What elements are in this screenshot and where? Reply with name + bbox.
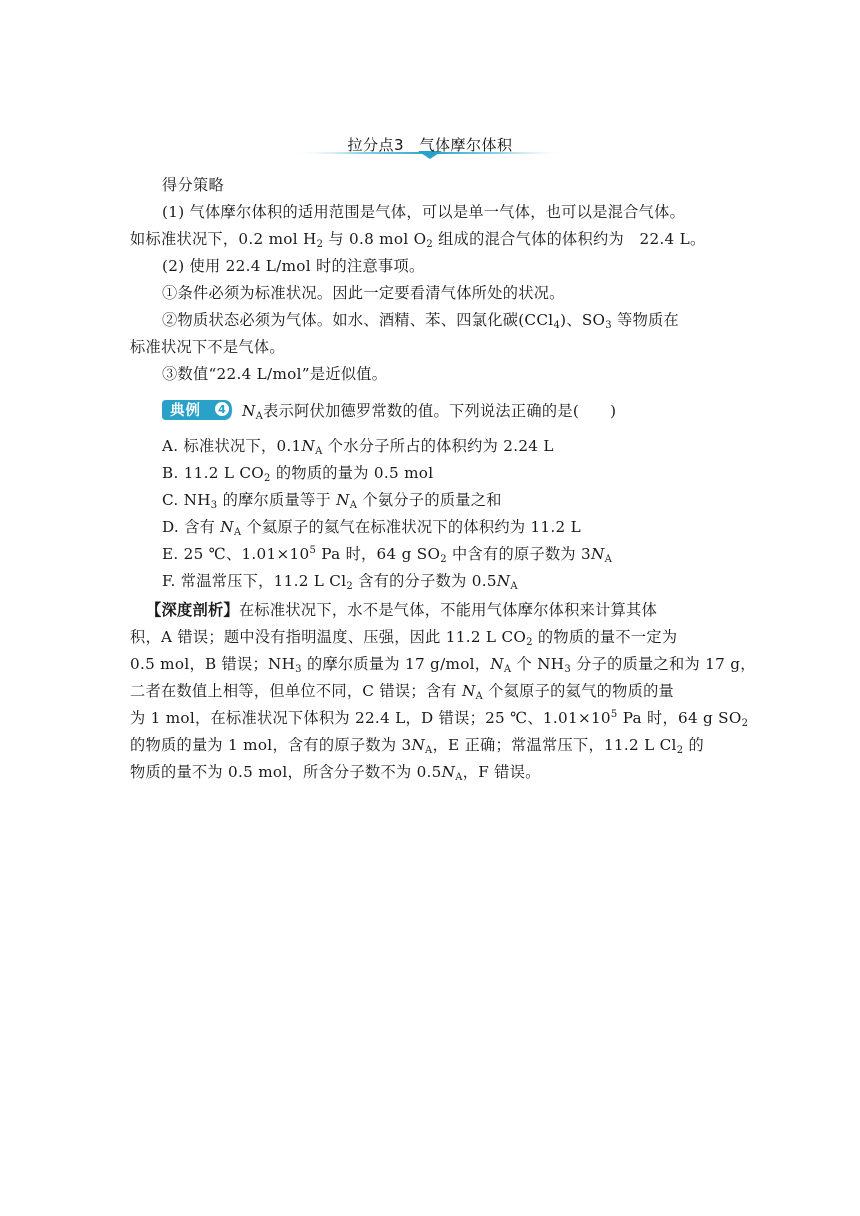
strategy-item-2-cont: 标准状况下不是气体。	[130, 338, 285, 356]
example-badge	[162, 398, 234, 422]
analysis-line-3: 0.5 mol，B 错误；$NH_3$ 的摩尔质量为 17 g/mol，$N_A$ 个 $NH_3$ 分子的质量之和为 17 g，	[130, 655, 756, 675]
section-header	[290, 132, 570, 160]
analysis-line-6: 的物质的量为 1 mol，含有的原子数为 $3N_A$，E 正确；常温常压下，11.2 L $Cl_2$ 的	[130, 736, 704, 756]
strategy-item-3: ③数值“22.4 L/mol”是近似值。	[162, 365, 388, 383]
analysis-line-1: 【深度剖析】在标准状况下，水不是气体，不能用气体摩尔体积来计算其体	[146, 601, 658, 619]
section-title: 拉分点3 气体摩尔体积	[347, 136, 513, 154]
option-d: D. 含有 $N_A$ 个氦原子的氦气在标准状况下的体积约为 11.2 L	[162, 518, 581, 538]
option-f: F. 常温常压下，11.2 L $Cl_2$ 含有的分子数为 $0.5N_A$	[162, 572, 518, 592]
badge-label: 典例	[170, 403, 201, 419]
strategy-point-1-cont: 如标准状况下，0.2 mol $H_2$ 与 0.8 mol $O_2$ 组成的混合气体的体积约为 22.4 L。	[130, 230, 706, 250]
strategy-point-2: (2) 使用 22.4 L/mol 时的注意事项。	[162, 257, 425, 275]
strategy-point-1: (1) 气体摩尔体积的适用范围是气体，可以是单一气体，也可以是混合气体。	[162, 203, 686, 221]
option-b: B. 11.2 L $CO_2$ 的物质的量为 0.5 mol	[162, 464, 434, 484]
analysis-label: 【深度剖析】	[146, 601, 239, 619]
option-c: C. $NH_3$ 的摩尔质量等于 $N_A$ 个氨分子的质量之和	[162, 491, 502, 511]
strategy-item-2: ②物质状态必须为气体。如水、酒精、苯、四氯化碳(CCl$_4$)、$SO_3$ 等物质在	[162, 311, 680, 331]
analysis-line-7: 物质的量不为 0.5 mol，所含分子数不为 $0.5N_A$，F 错误。	[130, 763, 541, 783]
analysis-line-2: 积，A 错误；题中没有指明温度、压强，因此 11.2 L $CO_2$ 的物质的量不一定为	[130, 628, 678, 648]
option-a: A. 标准状况下，$0.1N_A$ 个水分子所占的体积约为 2.24 L	[162, 437, 554, 457]
badge-number: 4	[213, 400, 231, 418]
strategy-item-1: ①条件必须为标准状况。因此一定要看清气体所处的状况。	[162, 284, 565, 302]
option-e: E. 25 ℃、$1.01\times 10^5$ Pa 时，64 g $SO_2$ 中含有的原子数为 $3N_A$	[162, 545, 613, 565]
example-question: $N_A$表示阿伏加德罗常数的值。下列说法正确的是( )	[242, 402, 617, 422]
analysis-line-5: 为 1 mol，在标准状况下体积为 22.4 L，D 错误；25 ℃、$1.01\times 10^5$ Pa 时，64 g $SO_2$	[130, 709, 749, 729]
strategy-heading: 得分策略	[162, 176, 224, 194]
analysis-line-4: 二者在数值上相等，但单位不同，C 错误；含有 $N_A$ 个氦原子的氦气的物质的量	[130, 682, 675, 702]
